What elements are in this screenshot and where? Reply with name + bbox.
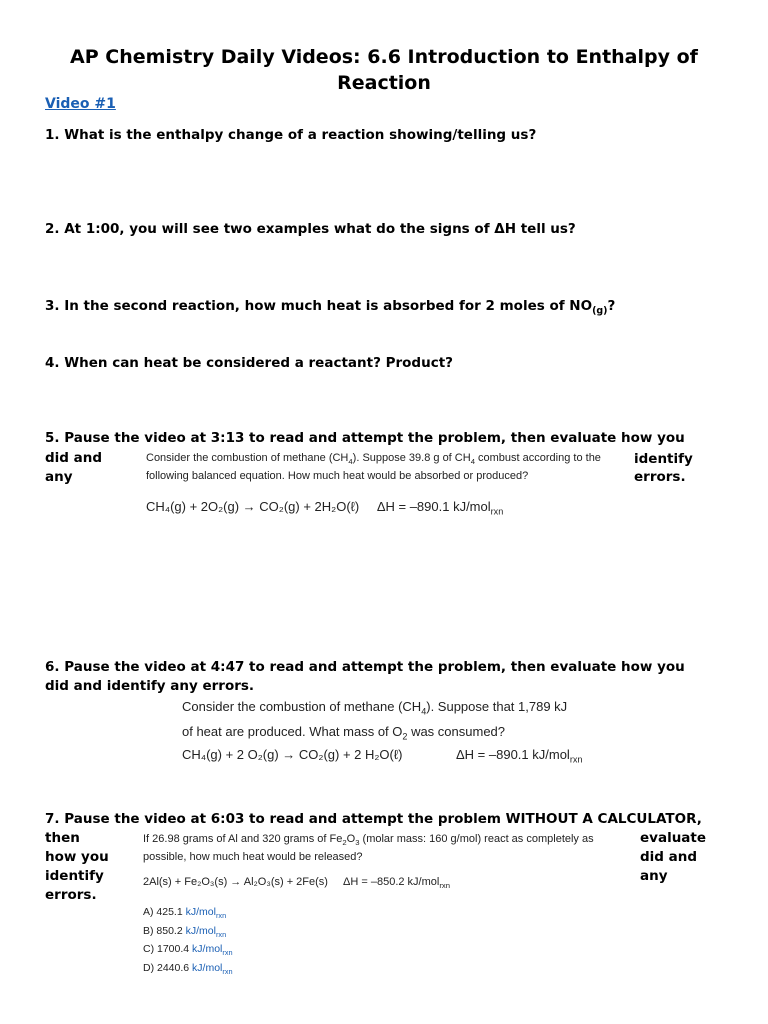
q6-equation-text: CH₄(g) + 2 O₂(g) → CO₂(g) + 2 H₂O(ℓ) <box>182 747 403 762</box>
q5-equation-text: CH₄(g) + 2O₂(g) → CO₂(g) + 2H₂O(ℓ) <box>146 499 360 514</box>
question-7-equation <box>143 876 450 890</box>
question-6-line-1: 6. Pause the video at 4:47 to read and attempt the problem, then evaluate how you <box>45 659 685 675</box>
question-6-problem-image <box>182 697 567 746</box>
question-3-text: 3. In the second reaction, how much heat is absorbed for 2 moles of NO <box>45 298 593 314</box>
question-5-right-a: identify <box>634 451 693 467</box>
q7-problem-line-1: If 26.98 grams of Al and 320 grams of $Fe_2O_3$ (molar mass: 160 g/mol) react as completely as <box>143 833 594 848</box>
question-6-equation <box>182 747 583 765</box>
question-5-right-b: errors. <box>634 469 686 485</box>
q5-problem-line-1: Consider the combustion of methane $(CH_4)$. Suppose 39.8 g of $CH_4$ combust according to the <box>146 452 601 467</box>
q6-problem-line-2: of heat are produced. What mass of $O_2$ was consumed? <box>182 723 506 742</box>
answer-choice-c: C) 1700.4 kJ/mol$_{rxn}$ <box>143 943 233 958</box>
question-5-problem-image <box>146 451 631 484</box>
video-link[interactable]: Video #1 <box>45 96 116 112</box>
page-title <box>40 44 728 96</box>
q6-delta-h: ΔH = –890.1 kJ/mol$_{rxn}$ <box>456 747 583 765</box>
title-line-1: AP Chemistry Daily Videos: 6.6 Introduction to Enthalpy of <box>70 46 698 68</box>
question-3-end: ? <box>607 298 616 314</box>
question-5-left-b: any <box>45 469 73 485</box>
question-5-left-a: did and <box>45 450 103 466</box>
answer-choice-a: A) 425.1 kJ/mol$_{rxn}$ <box>143 906 227 921</box>
q7-problem-line-2: possible, how much heat would be released? <box>143 851 363 864</box>
question-7-choices <box>143 905 233 979</box>
question-7-right-a: evaluate <box>640 830 707 846</box>
question-7-right-c: any <box>640 868 668 884</box>
answer-choice-b: B) 850.2 kJ/mol$_{rxn}$ <box>143 924 227 939</box>
q7-delta-h: ΔH = –850.2 kJ/mol$_{rxn}$ <box>343 876 451 891</box>
question-7-problem-image <box>143 832 633 865</box>
question-7-left-d: errors. <box>45 887 97 903</box>
question-1: 1. What is the enthalpy change of a reaction showing/telling us? <box>45 127 537 143</box>
q5-problem-line-2: following balanced equation. How much heat would be absorbed or produced? <box>146 470 529 483</box>
title-line-2: Reaction <box>337 72 431 94</box>
q6-problem-line-1: Consider the combustion of methane $(CH_4)$. Suppose that 1,789 kJ <box>182 699 568 717</box>
question-6-line-2: did and identify any errors. <box>45 678 255 694</box>
q5-delta-h: ΔH = –890.1 kJ/mol$_{rxn}$ <box>376 499 504 517</box>
question-4: 4. When can heat be considered a reactant? Product? <box>45 355 453 371</box>
question-5-equation <box>146 499 503 517</box>
question-7-left-c: identify <box>45 868 104 884</box>
q7-equation-text: 2Al(s) + Fe₂O₃(s) → Al₂O₃(s) + 2Fe(s) <box>143 876 328 888</box>
question-7-left-a: then <box>45 830 80 846</box>
answer-choice-d: D) 2440.6 kJ/mol$_{rxn}$ <box>143 961 233 976</box>
question-3 <box>45 297 615 321</box>
question-7-left-b: how you <box>45 849 109 865</box>
question-5-line-1: 5. Pause the video at 3:13 to read and attempt the problem, then evaluate how you <box>45 430 685 446</box>
question-7-line-1: 7. Pause the video at 6:03 to read and attempt the problem WITHOUT A CALCULATOR, <box>45 811 702 827</box>
question-7-right-b: did and <box>640 849 698 865</box>
question-2: 2. At 1:00, you will see two examples what do the signs of ΔH tell us? <box>45 221 576 237</box>
question-3-subscript: (g) <box>592 305 608 317</box>
